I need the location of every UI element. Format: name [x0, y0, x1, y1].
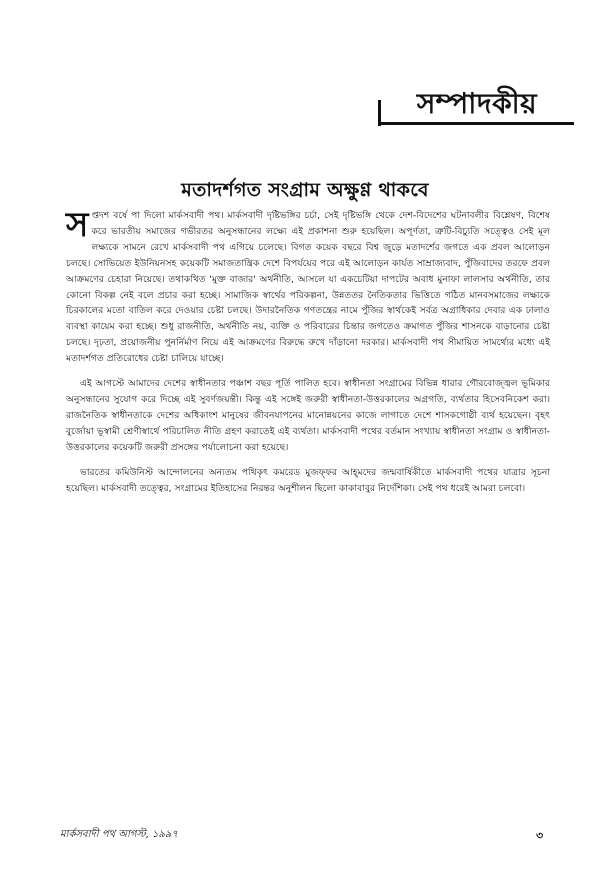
drop-cap: স [66, 205, 89, 245]
page-number: ৩ [536, 829, 544, 842]
section-title: সম্পাদকীয় [416, 87, 538, 120]
article-paragraph-3: ভারতের কমিউনিস্ট আন্দোলনের অন্যতম পথিকৃৎ কমরেড মুজফ্ফর আহ্‌মদের জন্মবার্ষিকীতে মার্কসবাদী পথের যাত্রার সূচনা হয়েছিল। মার্কসবাদী তত্ত্বের, সংগ্রামের ইতিহাসের নিরন্তর অনুশীলন ছিলো কাকাবাবুর নির্দেশিকা। সেই পথ ধরেই আমরা চলবো। [66, 466, 550, 494]
section-title-rule-horizontal [378, 122, 574, 125]
article-paragraph-2: এই আগস্টে আমাদের দেশের স্বাধীনতার পঞ্চাশ বছর পূর্তি পালিত হবে। স্বাধীনতা সংগ্রামের বিভিন্ন ধারার গৌরবোজ্জ্বল ভূমিকার অনুসন্ধানের সুযোগ করে দিচ্ছে এই সুবর্ণজয়ন্তী। কিন্তু এই সঙ্গেই জরুরী স্বাধীনতা-উত্তরকালের অগ্রগতি, ব্যর্থতার হিসেবনিকেশ করা। রাজনৈতিক স্বাধীনতাকে দেশের অধিকাংশ মানুষের জীবনযাপনের মানোন্নয়নের কাজে লাগাতে দেশে শাসকগোষ্ঠী ব্যর্থ হয়েছেন। বৃহৎ বুর্জোয়া ভূস্বামী শ্রেণীস্বার্থে পরিচালিত নীতি গ্রহণ করাতেই এই ব্যর্থতা। মার্কসবাদী পথের বর্তমান সংখ্যায় স্বাধীনতা সংগ্রাম ও স্বাধীনতা-উত্তরকালের কয়েকটি জরুরী প্রসঙ্গের পর্যালোচনা করা হয়েছে। [66, 378, 550, 453]
footer-publication: মার্কসবাদী পথ আগস্ট, ১৯৯৭ [60, 829, 178, 840]
article-paragraph-1 [66, 205, 550, 367]
paragraph-text: প্তদশ বর্ষে পা দিলো মার্কসবাদী পথ। মার্কসবাদী দৃষ্টিভঙ্গির চর্চা, সেই দৃষ্টিভঙ্গি থেকে দেশ-বিদেশের ঘটনাবলীর বিশ্লেষণ, বিশেষ করে ভারতীয় সমাজের গভীরতর অনুসন্ধানের লক্ষ্যে এই প্রকাশনা শুরু হয়েছিল। অপূর্ণতা, ত্রুটি-বিচ্যুতি সত্ত্বেও সেই মূল লক্ষ্যকে সামনে রেখে মার্কসবাদী পথ এগিয়ে চলেছে। বিগত কয়েক বছরে বিশ্ব জুড়ে মতাদর্শের জগতে এক প্রবল আলোড়ন চলছে। সোভিয়েত ইউনিয়নসহ কয়েকটি সমাজতান্ত্রিক দেশে বিপর্যয়ের পরে এই আলোড়ন কার্যত সাম্রাজ্যবাদ, পুঁজিবাদের তরফে প্রবল আক্রমণের চেহারা নিয়েছে। তথাকথিত 'মুক্ত বাজার' অর্থনীতি, আসলে যা একচেটিয়া দাপটের অবাধ মুনাফা লালসার অর্থনীতি, তার কোনো বিকল্প নেই বলে প্রচার করা হচ্ছে। সামাজিক স্বার্থের পরিকল্পনা, উন্নততর নৈতিকতার ভিত্তিতে গঠিত মানবসমাজের লক্ষ্যকে চিরকালের মতো বাতিল করে দেওয়ার চেষ্টা চলছে। উদারনৈতিক গণতন্ত্রের নামে পুঁজির স্বার্থকেই সর্বত্র অগ্রাধিকার দেবার এক ঢালাও ব্যবস্থা কায়েম করা হচ্ছে। শুধু রাজনীতি, অর্থনীতি নয়, ব্যক্তি ও পরিবারের চিন্তার জগতেও ক্রমাগত পুঁজির শাসনকে বাড়ানোর চেষ্টা চলছে। দৃঢ়তা, প্রয়োজনীয় পুনর্নির্মাণ নিয়ে এই আক্রমণের বিরুদ্ধে রুখে দাঁড়ানো দরকার। মার্কসবাদী পথ সীমায়িত সামর্থ্যের মধ্যে এই মতাদর্শগত প্রতিরোধের চেষ্টা চালিয়ে যাচ্ছে। [66, 210, 550, 365]
article-body [66, 205, 550, 505]
article-headline: মতাদর্শগত সংগ্রাম অক্ষুণ্ণ থাকবে [181, 179, 429, 201]
